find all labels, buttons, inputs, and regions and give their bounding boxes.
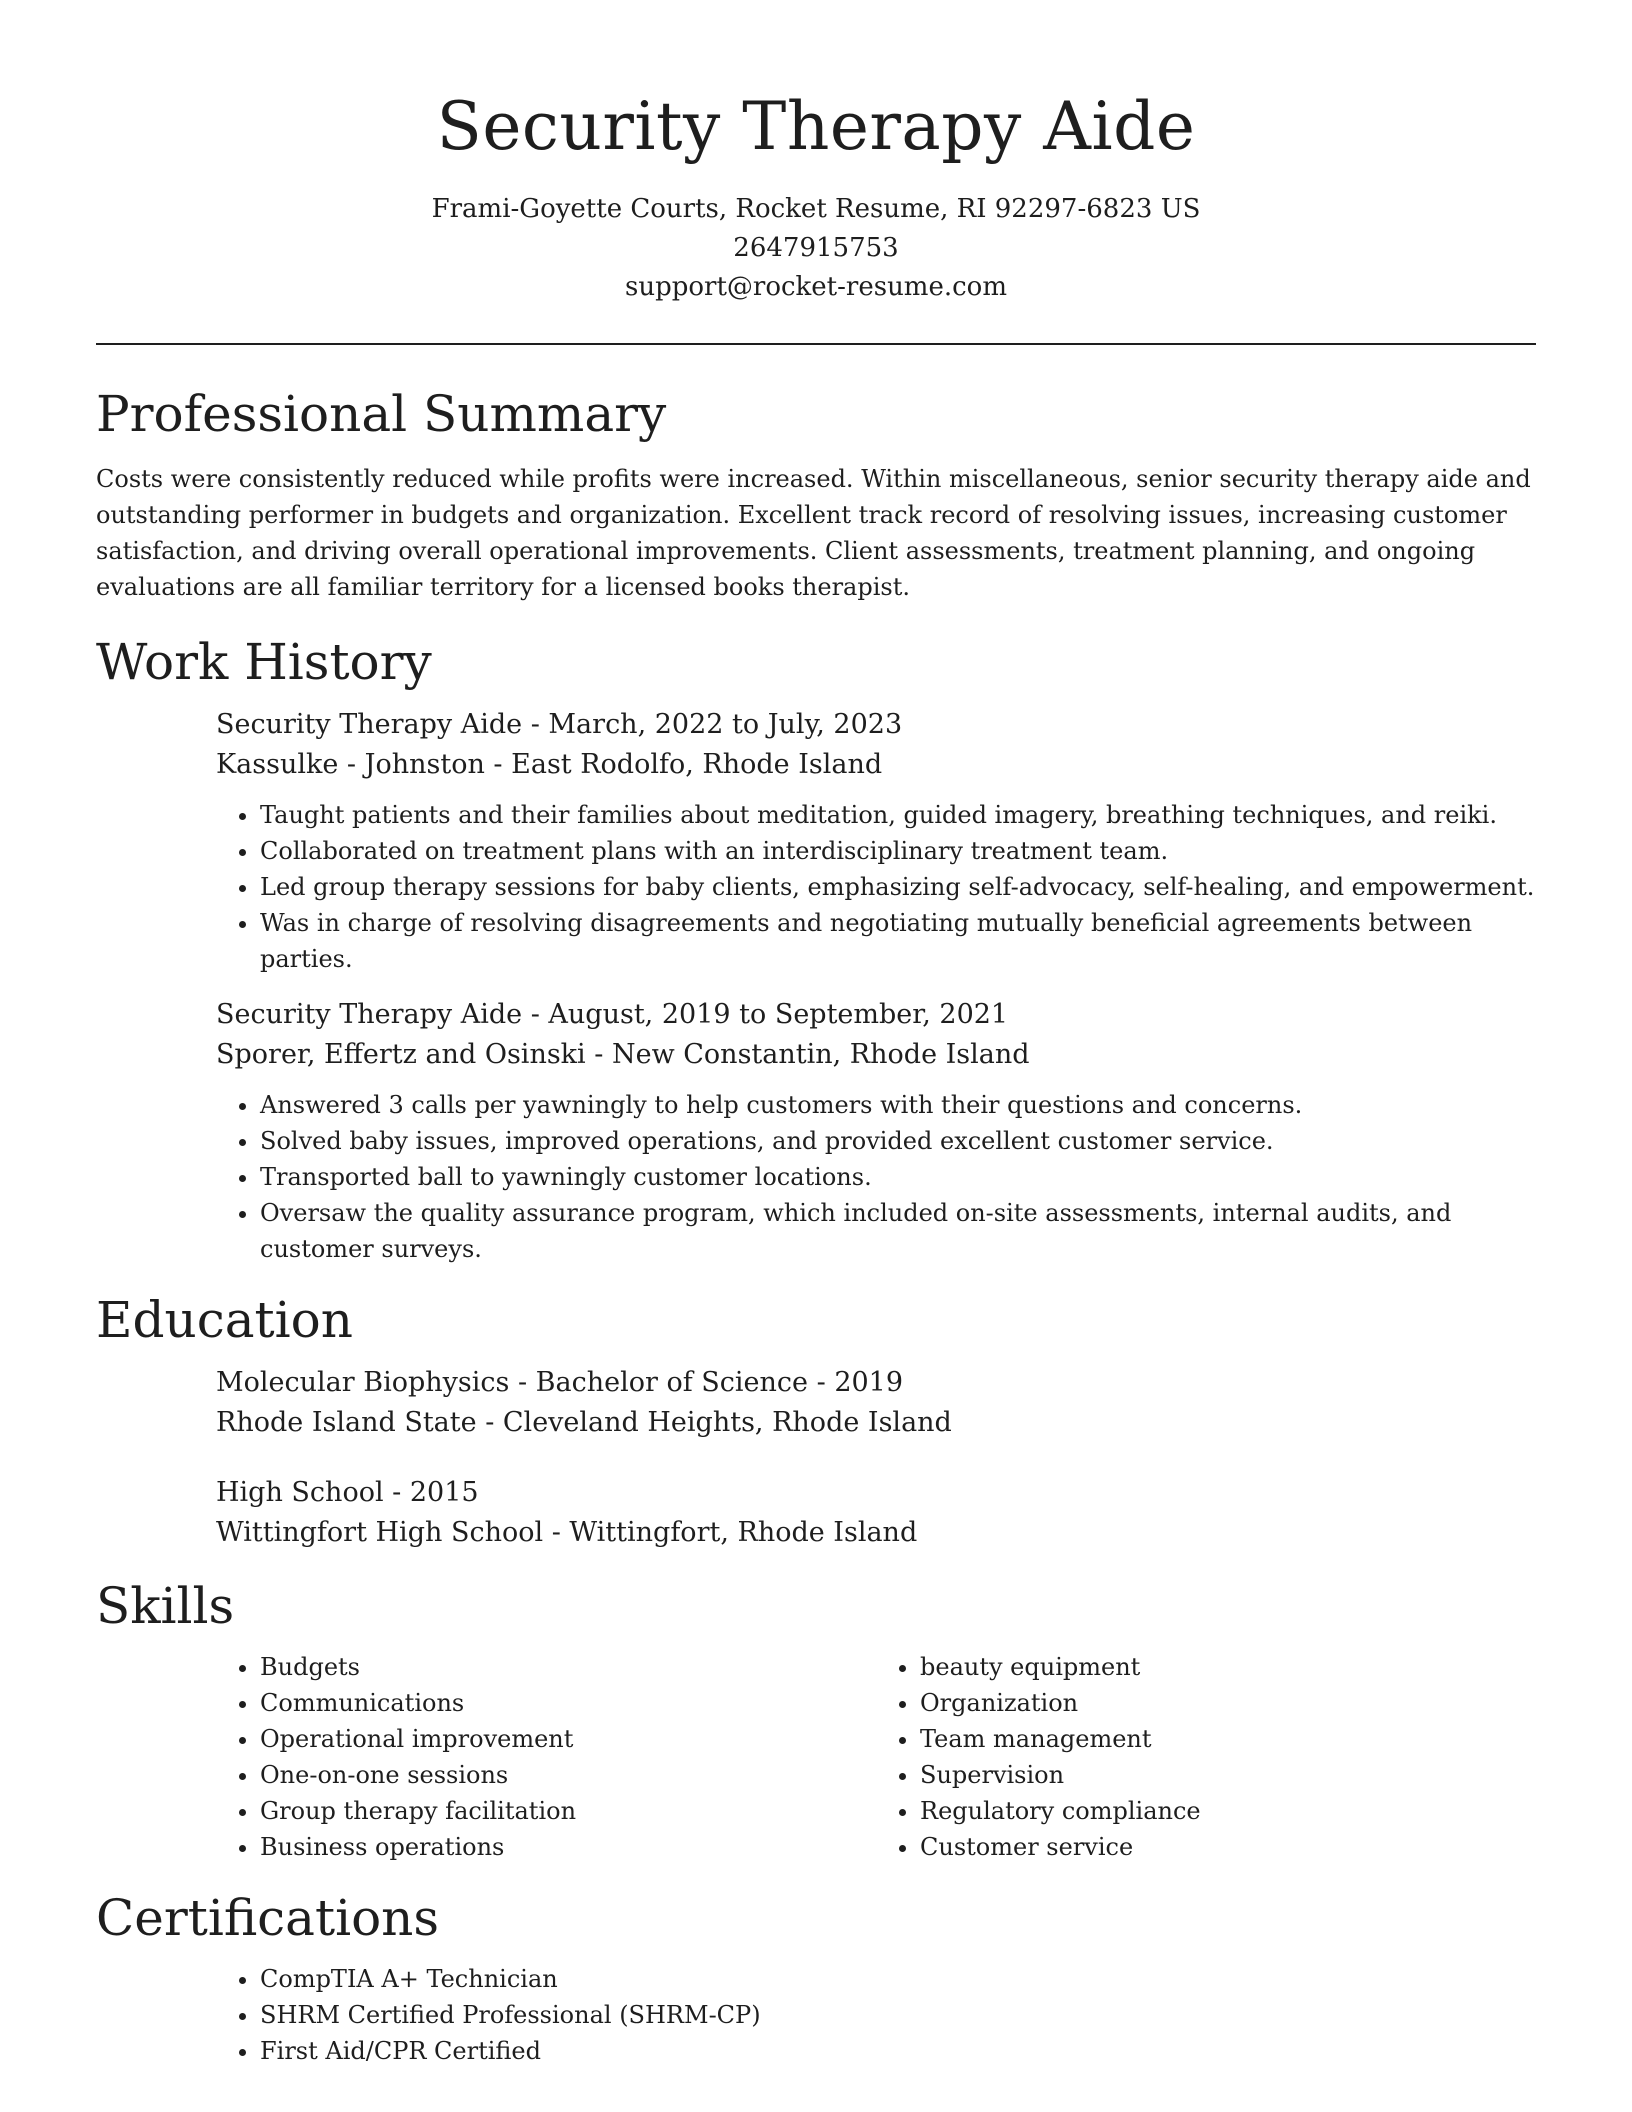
- skill-item: • beauty equipment: [920, 1649, 1536, 1685]
- skills-list-left: [216, 1649, 876, 1865]
- job-bullet: • Answered 3 calls per yawningly to help customers with their questions and concerns.: [260, 1087, 1536, 1123]
- degree-year: - 2015: [383, 1477, 479, 1508]
- skills-section: [96, 1573, 1536, 1865]
- job-entry: [216, 995, 1536, 1267]
- school-line: [216, 1403, 1536, 1443]
- summary-section: [96, 381, 1536, 605]
- skill-item: • Group therapy facilitation: [260, 1793, 876, 1829]
- job-bullet: • Led group therapy sessions for baby clients, emphasizing self-advocacy, self-healing, and empowerment.: [260, 869, 1536, 905]
- summary-text: Costs were consistently reduced while profits were increased. Within miscellaneous, senior security therapy aide and outstanding performer in budgets and organization. Excellent track record of resolving issues, increasing customer satisfaction, and driving overall operational improvements. Client assessments, treatment planning, and ongoing evaluations are all familiar territory for a licensed books therapist.: [96, 465, 1531, 601]
- certifications-block: [216, 1961, 1536, 2069]
- school-name: Wittingfort High School: [216, 1517, 544, 1548]
- job-bullet: • Was in charge of resolving disagreements and negotiating mutually beneficial agreements between parties.: [260, 905, 1536, 977]
- skill-item: • Organization: [920, 1685, 1536, 1721]
- job-location: - East Rodolfo, Rhode Island: [484, 749, 883, 780]
- contact-email: support@rocket-resume.com: [624, 272, 1007, 302]
- education-entry: [216, 1363, 1536, 1443]
- certification-item: • CompTIA A+ Technician: [260, 1961, 1536, 1997]
- job-title-line: [216, 705, 1536, 745]
- job-role: Security Therapy Aide: [216, 999, 523, 1030]
- skills-heading: Skills: [96, 1577, 235, 1635]
- job-bullet: • Transported ball to yawningly customer locations.: [260, 1159, 1536, 1195]
- skill-item: • One-on-one sessions: [260, 1757, 876, 1793]
- certification-item: • First Aid/CPR Certified: [260, 2033, 1536, 2069]
- skills-columns: [216, 1649, 1536, 1865]
- contact-block: [96, 190, 1536, 307]
- skills-list-right: [876, 1649, 1536, 1865]
- job-bullets: [216, 797, 1536, 977]
- job-bullet: • Taught patients and their families about meditation, guided imagery, breathing techniques, and reiki.: [260, 797, 1536, 833]
- contact-address: Frami-Goyette Courts, Rocket Resume, RI 92297-6823 US: [431, 194, 1201, 224]
- school-location: - Wittingfort, Rhode Island: [543, 1517, 918, 1548]
- certifications-section: [96, 1885, 1536, 2069]
- education-section: [96, 1287, 1536, 1553]
- school-location: - Cleveland Heights, Rhode Island: [476, 1407, 952, 1438]
- job-dates: - August, 2019 to September, 2021: [522, 999, 1009, 1030]
- skill-item: • Regulatory compliance: [920, 1793, 1536, 1829]
- contact-phone: 2647915753: [733, 233, 899, 263]
- skill-item: • Customer service: [920, 1829, 1536, 1865]
- education-entry: [216, 1473, 1536, 1553]
- school-name: Rhode Island State: [216, 1407, 477, 1438]
- school-line: [216, 1513, 1536, 1553]
- resume-header: [96, 0, 1536, 307]
- job-company: Kassulke - Johnston: [216, 749, 485, 780]
- skill-item: • Operational improvement: [260, 1721, 876, 1757]
- resume-page: [96, 0, 1536, 2069]
- degree-name: Molecular Biophysics - Bachelor of Science: [216, 1367, 809, 1398]
- education-heading: Education: [96, 1291, 353, 1349]
- job-company-line: [216, 745, 1536, 785]
- degree-line: [216, 1363, 1536, 1403]
- degree-line: [216, 1473, 1536, 1513]
- job-dates: - March, 2022 to July, 2023: [522, 709, 903, 740]
- summary-heading: Professional Summary: [96, 385, 667, 443]
- certification-item: • SHRM Certified Professional (SHRM-CP): [260, 1997, 1536, 2033]
- job-entry: [216, 705, 1536, 977]
- skill-item: • Communications: [260, 1685, 876, 1721]
- header-divider: [96, 343, 1536, 345]
- candidate-name: Security Therapy Aide: [436, 88, 1196, 165]
- skill-item: • Team management: [920, 1721, 1536, 1757]
- certifications-heading: Certifications: [96, 1889, 440, 1947]
- skill-item: • Budgets: [260, 1649, 876, 1685]
- job-role: Security Therapy Aide: [216, 709, 523, 740]
- skill-item: • Supervision: [920, 1757, 1536, 1793]
- job-title-line: [216, 995, 1536, 1035]
- job-bullet: • Oversaw the quality assurance program, which included on-site assessments, internal audits, and customer surveys.: [260, 1195, 1536, 1267]
- work-heading: Work History: [96, 633, 432, 691]
- job-bullet: • Collaborated on treatment plans with an interdisciplinary treatment team.: [260, 833, 1536, 869]
- degree-year: - 2019: [808, 1367, 904, 1398]
- work-section: [96, 629, 1536, 1267]
- job-bullet: • Solved baby issues, improved operations, and provided excellent customer service.: [260, 1123, 1536, 1159]
- job-company-line: [216, 1035, 1536, 1075]
- job-location: - New Constantin, Rhode Island: [585, 1039, 1030, 1070]
- certifications-list: [216, 1961, 1536, 2069]
- degree-name: High School: [216, 1477, 384, 1508]
- job-company: Sporer, Effertz and Osinski: [216, 1039, 586, 1070]
- skill-item: • Business operations: [260, 1829, 876, 1865]
- job-bullets: [216, 1087, 1536, 1267]
